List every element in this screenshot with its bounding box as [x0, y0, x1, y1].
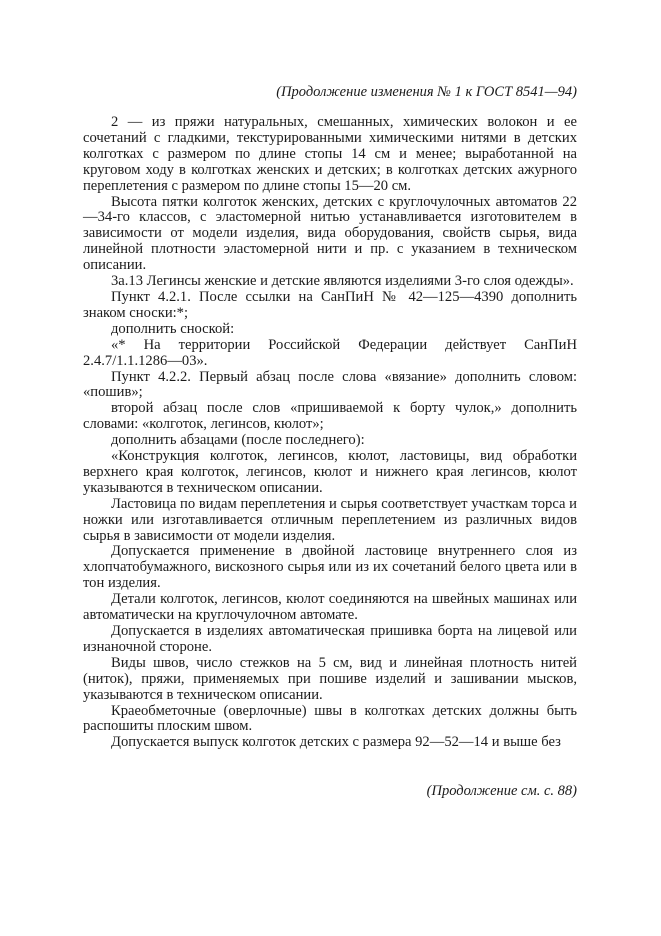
body-paragraph: Пункт 4.2.1. После ссылки на СанПиН № 42—125—4390 дополнить знаком сноски:*; [83, 288, 577, 321]
body-paragraph: Виды швов, число стежков на 5 см, вид и линейная плотность нитей (ниток), пряжи, применяемых при пошиве изделий и зашивании мысков, указываются в техническом описании. [83, 654, 577, 703]
body-paragraph: дополнить абзацами (после последнего): [111, 432, 365, 449]
body-paragraph: 2 — из пряжи натуральных, смешанных, химических волокон и ее сочетаний с гладкими, текстурированными химическими нитями в детских колготках с размером по длине стопы 14 см и менее; выработанной на круговом ходу в колготках женских и детских; в колготках детских ажурного переплетения с размером по длине стопы 15—20 см. [83, 114, 577, 194]
body-paragraph: дополнить сноской: [111, 320, 235, 337]
body-paragraph: второй абзац после слов «пришиваемой к борту чулок,» дополнить словами: «колготок, легинсов, кюлот»; [83, 400, 577, 433]
body-paragraph: Пункт 4.2.2. Первый абзац после слова «вязание» дополнить словом: «пошив»; [83, 368, 577, 401]
body-paragraph: Детали колготок, легинсов, кюлот соединяются на швейных машинах или автоматически на круглочулочном автомате. [83, 591, 577, 624]
document-body [83, 115, 577, 751]
body-paragraph: «Конструкция колготок, легинсов, кюлот, ластовицы, вид обработки верхнего края колготок, легинсов, кюлот и нижнего края легинсов, кюлот указываются в техническом описании. [83, 448, 577, 496]
body-paragraph: Краеобметочные (оверлочные) швы в колготках детских должны быть распошиты плоским швом. [83, 702, 577, 735]
body-paragraph: Высота пятки колготок женских, детских с круглочулочных автоматов 22—34-го классов, с эластомерной нитью устанавливается изготовителем в зависимости от модели изделия, вида оборудования, свойств сырья, вида линейной плотности эластомерной нити и пр. с указанием в техническом описании. [83, 193, 577, 274]
continuation-header: (Продолжение изменения № 1 к ГОСТ 8541—94) [276, 84, 577, 100]
body-paragraph: 3а.13 Легинсы женские и детские являются изделиями 3-го слоя одежды». [111, 273, 574, 290]
body-paragraph: «* На территории Российской Федерации действует СанПиН 2.4.7/1.1.1286—03». [83, 336, 577, 369]
body-paragraph: Допускается применение в двойной ластовице внутреннего слоя из хлопчатобумажного, вискозного сырья или из их сочетаний белого цвета или в тон изделия. [83, 543, 577, 592]
body-paragraph: Ластовица по видам переплетения и сырья соответствует участкам торса и ножки или изготавливается отличным переплетением из различных видов сырья в зависимости от модели изделия. [83, 495, 577, 544]
body-paragraph: Допускается выпуск колготок детских с размера 92—52—14 и выше без [111, 734, 561, 751]
body-paragraph: Допускается в изделиях автоматическая пришивка борта на лицевой или изнаночной стороне. [83, 623, 577, 655]
continuation-footer: (Продолжение см. с. 88) [426, 783, 577, 799]
